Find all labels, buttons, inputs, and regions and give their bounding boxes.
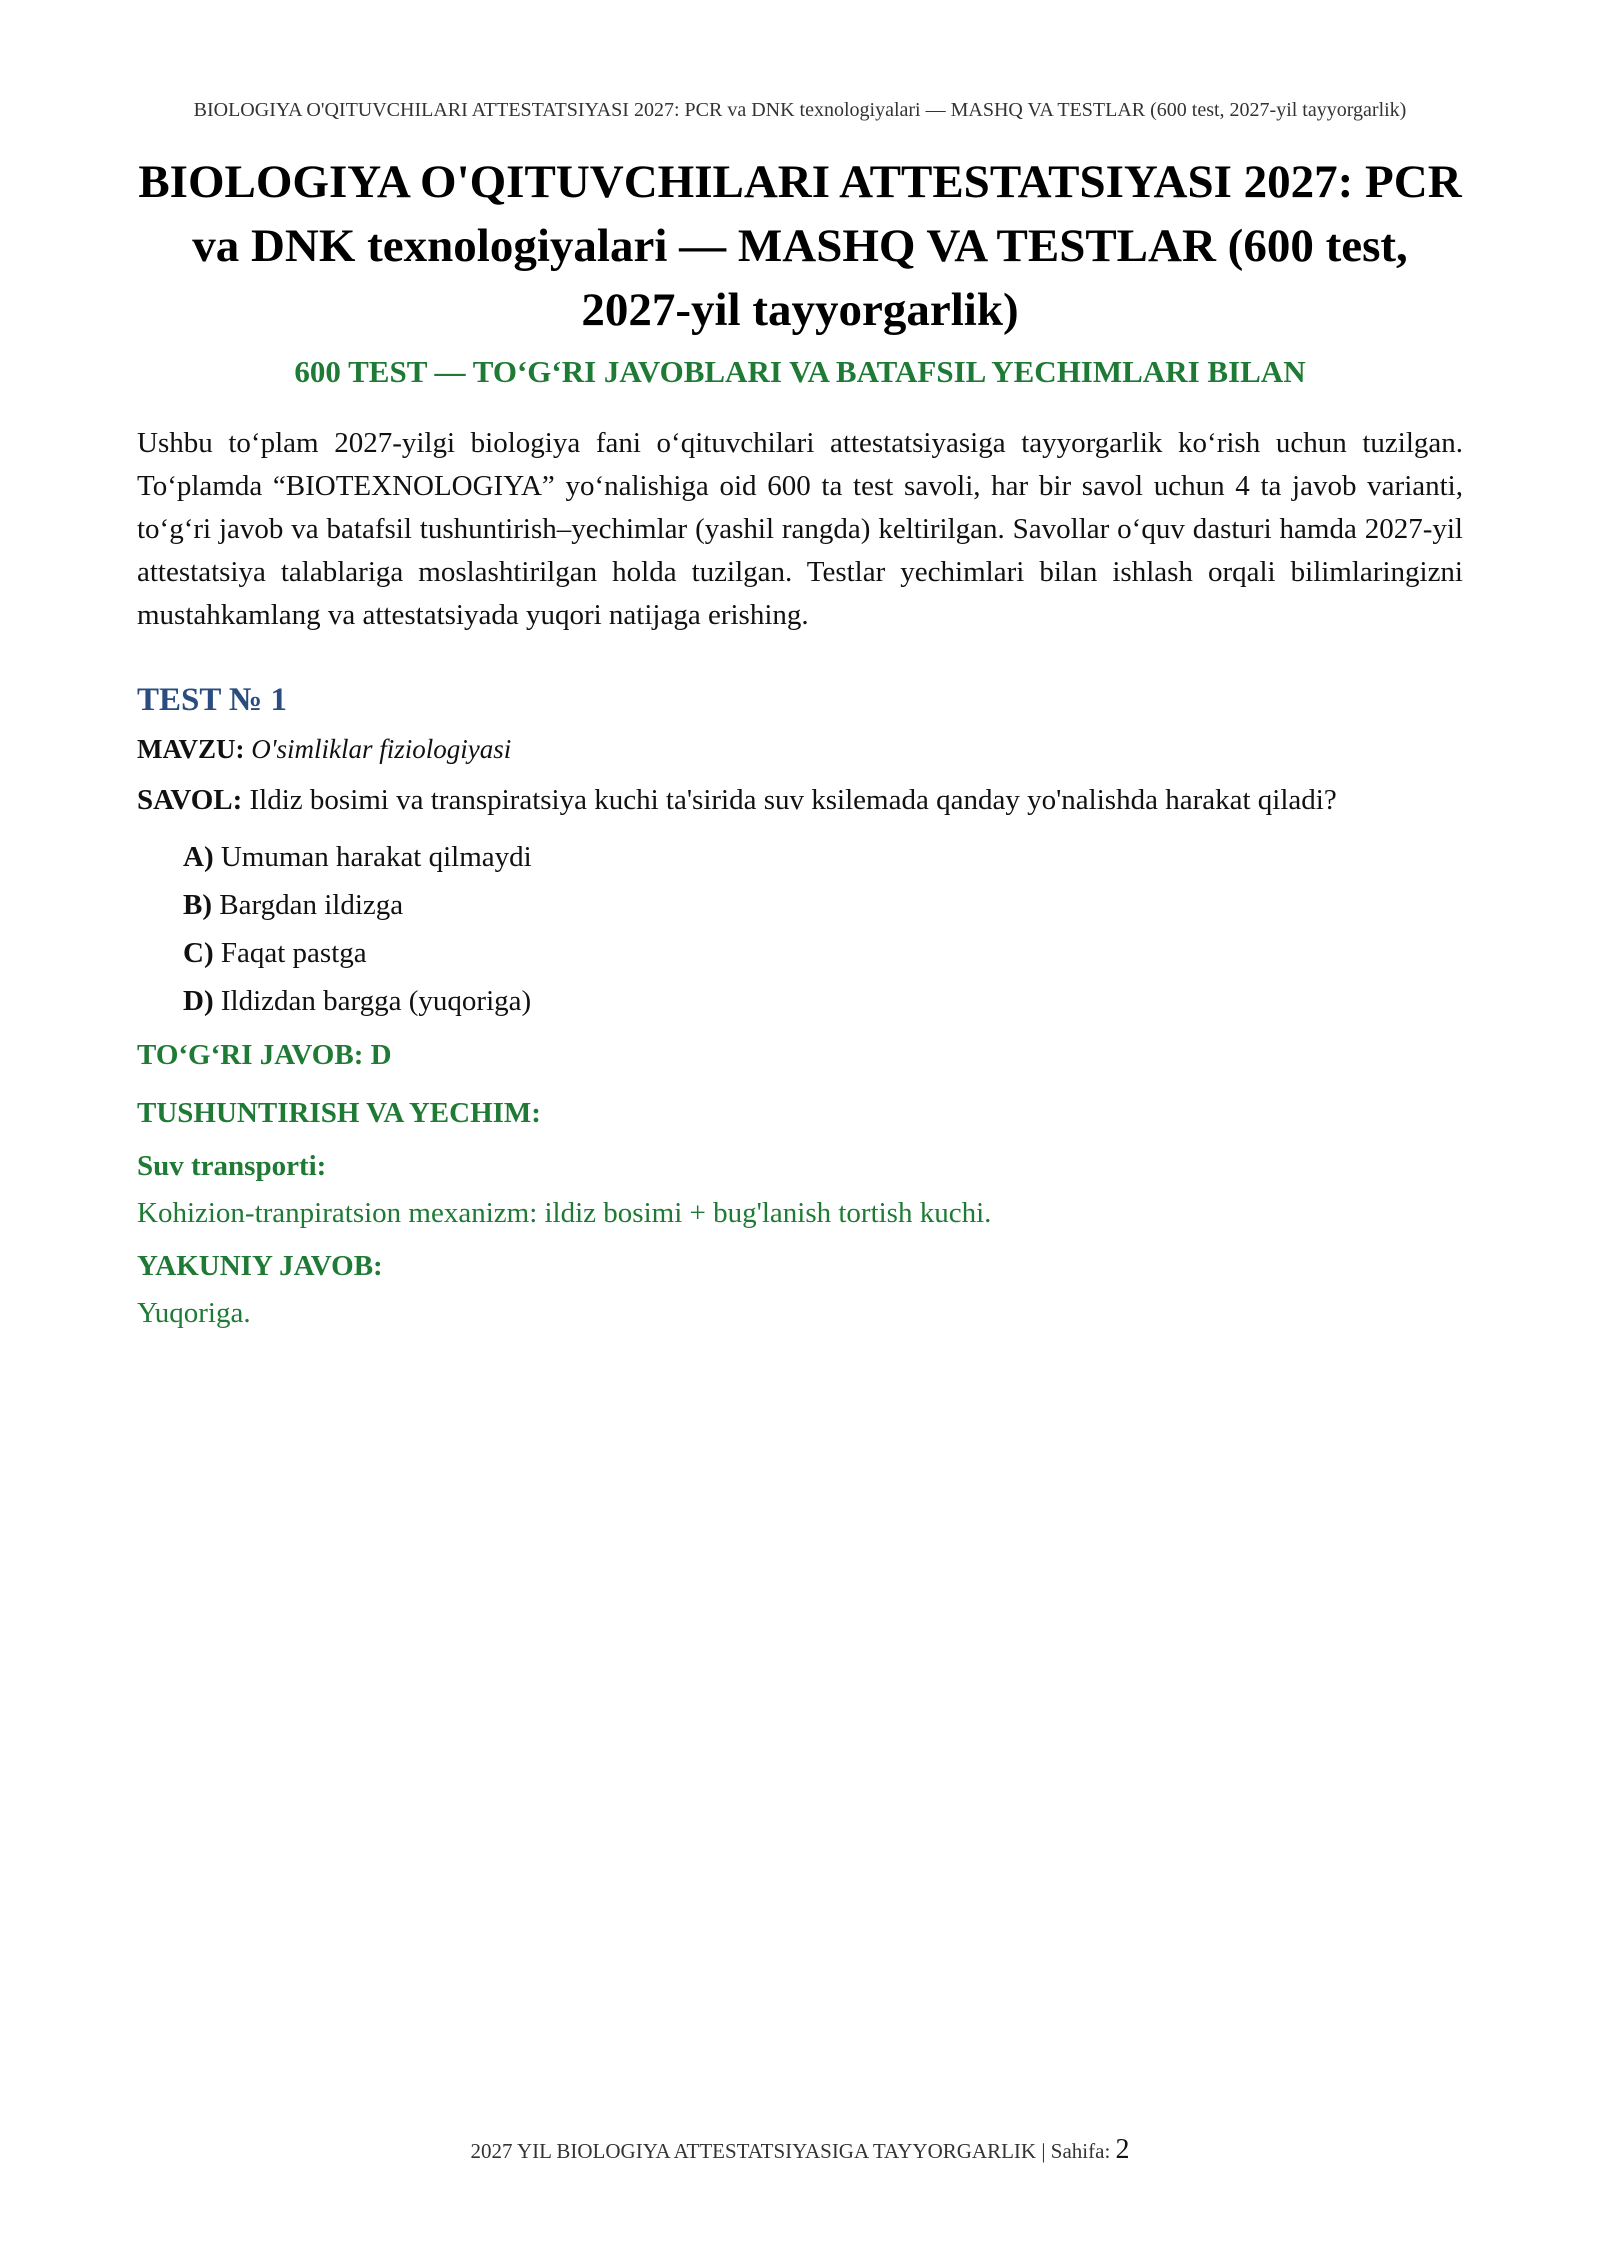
page-label: Sahifa: (1050, 2139, 1111, 2163)
answer-options (137, 833, 1463, 1025)
test-heading: TEST № 1 (137, 682, 287, 718)
explanation-heading: TUSHUNTIRISH VA YECHIM: (137, 1097, 541, 1129)
topic-value: O'simliklar fiziologiyasi (251, 734, 512, 764)
footer-separator: | (1041, 2139, 1046, 2163)
document-subtitle: 600 TEST — TO‘G‘RI JAVOBLARI VA BATAFSIL YECHIMLARI BILAN (294, 354, 1306, 389)
explanation-text: Kohizion-tranpiratsion mexanizm: ildiz bosimi + bug'lanish tortish kuchi. (137, 1197, 992, 1229)
option-b (183, 881, 1463, 929)
footer-text: 2027 YIL BIOLOGIYA ATTESTATSIYASIGA TAYYORGARLIK (470, 2139, 1037, 2163)
question-line (137, 779, 1463, 821)
option-text: Umuman harakat qilmaydi (220, 841, 532, 873)
question-label: SAVOL: (137, 784, 243, 816)
option-letter: D) (183, 985, 214, 1017)
option-letter: A) (183, 841, 214, 873)
option-letter: C) (183, 937, 214, 969)
final-answer-heading: YAKUNIY JAVOB: (137, 1250, 383, 1282)
option-text: Faqat pastga (220, 937, 367, 969)
topic-line (137, 729, 1463, 769)
page-footer (150, 2134, 1450, 2167)
test-block (137, 679, 1463, 1335)
page-number: 2 (1115, 2134, 1130, 2165)
topic-label: MAVZU: (137, 734, 245, 764)
option-letter: B) (183, 889, 212, 921)
explanation-subheading: Suv transporti: (137, 1150, 327, 1182)
option-a (183, 833, 1463, 881)
option-text: Ildizdan bargga (yuqoriga) (220, 985, 532, 1017)
option-c (183, 929, 1463, 977)
correct-answer: TO‘G‘RI JAVOB: D (137, 1039, 392, 1071)
option-d (183, 977, 1463, 1025)
page-content (137, 150, 1463, 1335)
final-answer-text: Yuqoriga. (137, 1297, 251, 1329)
document-title: BIOLOGIYA O'QITUVCHILARI ATTESTATSIYASI 2027: PCR va DNK texnologiyalari — MASHQ VA TESTLAR (600 test, 2027-yil tayyorgarlik) (138, 156, 1462, 336)
question-text: Ildiz bosimi va transpiratsiya kuchi ta'sirida suv ksilemada qanday yo'nalishda harakat qiladi? (249, 784, 1337, 816)
intro-paragraph: Ushbu to‘plam 2027-yilgi biologiya fani o‘qituvchilari attestatsiyasiga tayyorgarlik ko‘rish uchun tuzilgan. To‘plamda “BIOTEXNOLOGIYA” yo‘nalishiga oid 600 ta test savoli, har bir savol uchun 4 ta javob varianti, to‘g‘ri javob va batafsil tushuntirish–yechimlar (yashil rangda) keltirilgan. Savollar o‘quv dasturi hamda 2027-yil attestatsiya talablariga moslashtirilgan holda tuzilgan. Testlar yechimlari bilan ishlash orqali bilimlaringizni mustahkamlang va attestatsiyada yuqori natijaga erishing. (137, 427, 1463, 631)
running-header: BIOLOGIYA O'QITUVCHILARI ATTESTATSIYASI 2027: PCR va DNK texnologiyalari — MASHQ VA TESTLAR (600 test, 2027-yil tayyorgarlik) (193, 99, 1407, 121)
option-text: Bargdan ildizga (219, 889, 404, 921)
